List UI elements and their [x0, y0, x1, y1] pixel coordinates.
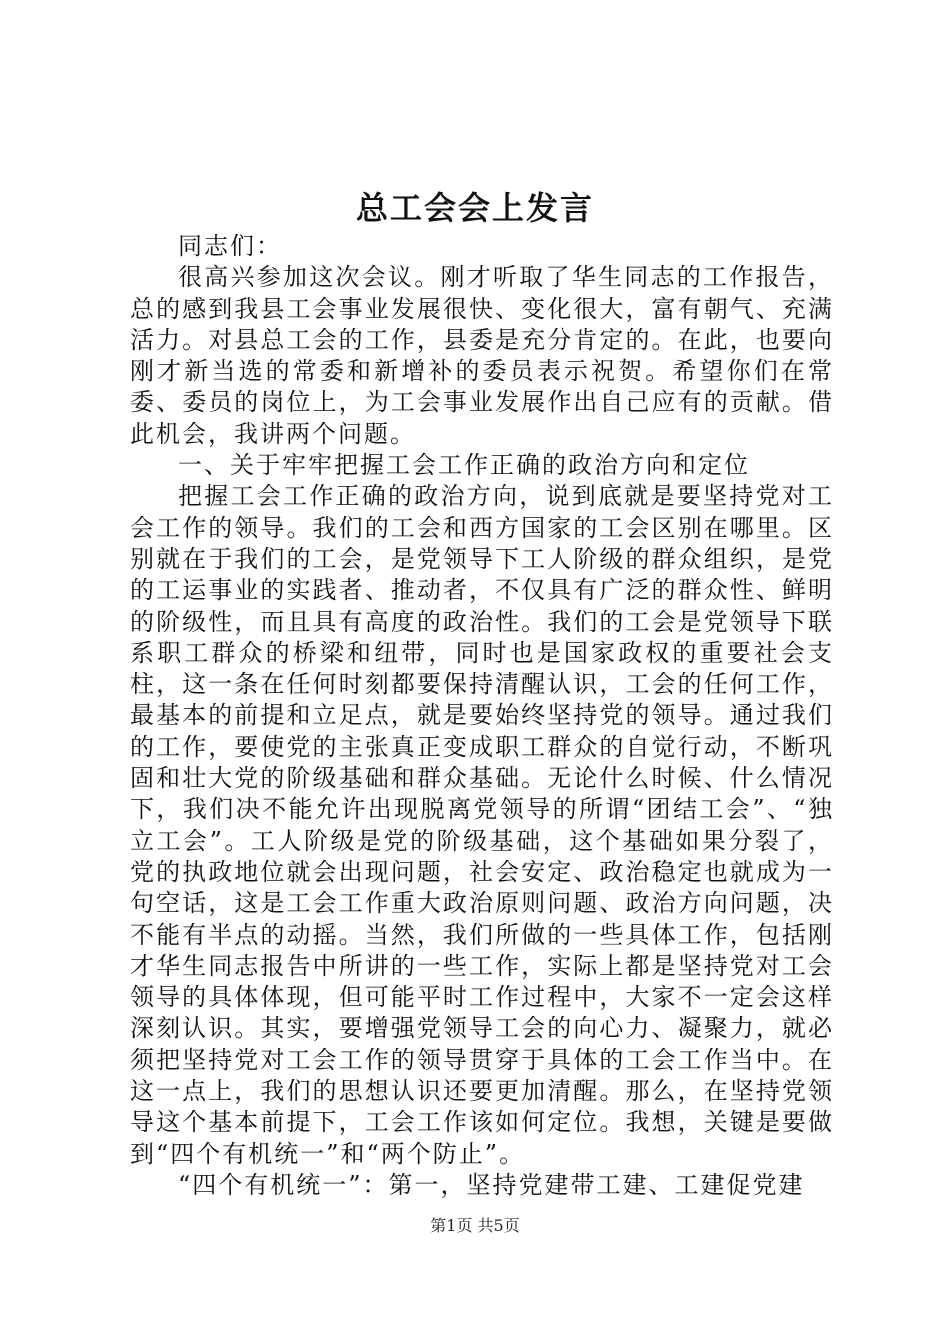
paragraph-greeting: 同志们：: [178, 232, 282, 260]
paragraph-intro: 很高兴参加这次会议。刚才听取了华生同志的工作报告，总的感到我县工会事业发展很快、变化很大，富有朝气、充满活力。对县总工会的工作，县委是充分肯定的。在此，也要向刚才新当选的常委和新增补的委员表示祝贺。希望你们在常委、委员的岗位上，为工会事业发展作出自己应有的贡献。借此机会，我讲两个问题。: [130, 263, 834, 448]
document-title: 总工会会上发言: [355, 189, 594, 227]
document-body: [130, 231, 834, 1201]
paragraph-four-unifications: “四个有机统一”：第一，坚持党建带工建、工建促党建: [178, 1170, 805, 1199]
section-heading-1: 一、关于牢牢把握工会工作正确的政治方向和定位: [178, 451, 750, 480]
paragraph-section-1-body: 把握工会工作正确的政治方向，说到底就是要坚持党对工会工作的领导。我们的工会和西方国家的工会区别在哪里。区别就在于我们的工会，是党领导下工人阶级的群众组织，是党的工运事业的实践者、推动者，不仅具有广泛的群众性、鲜明的阶级性，而且具有高度的政治性。我们的工会是党领导下联系职工群众的桥梁和纽带，同时也是国家政权的重要社会支柱，这一条在任何时刻都要保持清醒认识，工会的任何工作，最基本的前提和立足点，就是要始终坚持党的领导。通过我们的工作，要使党的主张真正变成职工群众的自觉行动，不断巩固和壮大党的阶级基础和群众基础。无论什么时候、什么情况下，我们决不能允许出现脱离党领导的所谓“团结工会”、“独立工会”。工人阶级是党的阶级基础，这个基础如果分裂了，党的执政地位就会出现问题，社会安定、政治稳定也就成为一句空话，这是工会工作重大政治原则问题、政治方向问题，决不能有半点的动摇。当然，我们所做的一些具体工作，包括刚才华生同志报告中所讲的一些工作，实际上都是坚持党对工会领导的具体体现，但可能平时工作过程中，大家不一定会这样深刻认识。其实，要增强党领导工会的向心力、凝聚力，就必须把坚持党对工会工作的领导贯穿于具体的工会工作当中。在这一点上，我们的思想认识还要更加清醒。那么，在坚持党领导这个基本前提下，工会工作该如何定位。我想，关键是要做到“四个有机统一”和“两个防止”。: [130, 482, 834, 1168]
page-footer: 第1页 共5页: [430, 1216, 520, 1235]
